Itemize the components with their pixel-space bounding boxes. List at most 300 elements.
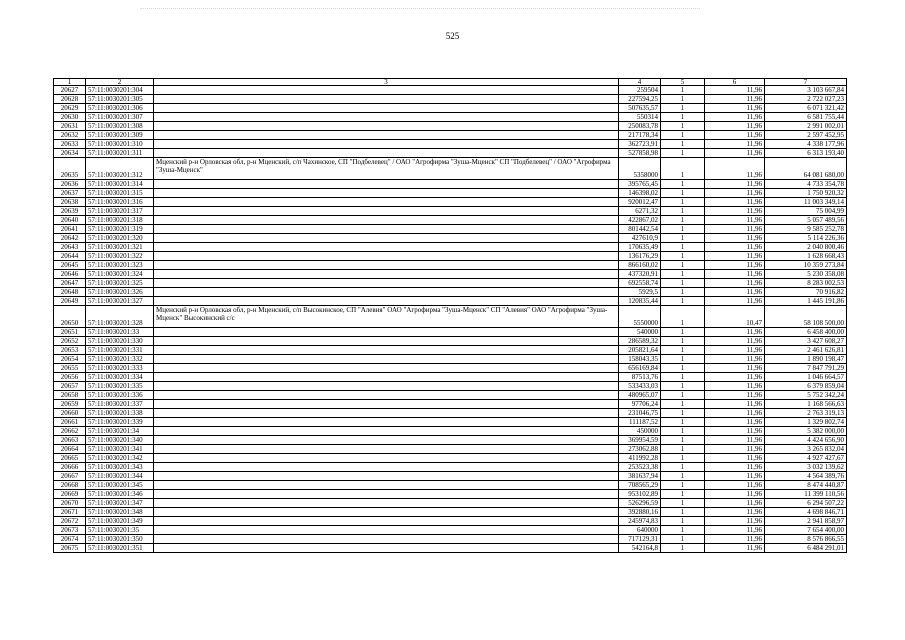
cell-v4: 273062,88 (619, 445, 661, 454)
cell-n: 20675 (54, 544, 86, 553)
cell-code: 57:11:0030201:325 (86, 279, 154, 288)
cell-v4: 953102,89 (619, 490, 661, 499)
cell-v7: 1 890 198,47 (765, 355, 847, 364)
cell-v6: 11,96 (705, 535, 765, 544)
cell-n: 20635 (54, 158, 86, 180)
cell-code: 57:11:0030201:342 (86, 454, 154, 463)
cell-v5: 1 (661, 198, 705, 207)
cell-v7: 6 484 291,01 (765, 544, 847, 553)
cell-v6: 11,96 (705, 418, 765, 427)
cell-desc (154, 243, 619, 252)
cell-desc (154, 526, 619, 535)
cell-v6: 11,96 (705, 149, 765, 158)
cell-v6: 11,96 (705, 364, 765, 373)
table-row (54, 234, 847, 243)
cell-v4: 450000 (619, 427, 661, 436)
table-row (54, 306, 847, 328)
cell-v4: 158043,35 (619, 355, 661, 364)
cell-code: 57:11:0030201:345 (86, 481, 154, 490)
cell-n: 20642 (54, 234, 86, 243)
header-cell: 4 (619, 79, 661, 86)
cell-v6: 11,96 (705, 122, 765, 131)
cell-n: 20660 (54, 409, 86, 418)
table-row (54, 454, 847, 463)
cell-v7: 4 927 427,67 (765, 454, 847, 463)
cell-n: 20650 (54, 306, 86, 328)
cell-desc (154, 436, 619, 445)
cell-desc (154, 382, 619, 391)
cell-desc (154, 140, 619, 149)
table-row (54, 346, 847, 355)
table-row (54, 140, 847, 149)
cell-v4: 205821,64 (619, 346, 661, 355)
cell-code: 57:11:0030201:326 (86, 288, 154, 297)
cell-v7: 64 081 680,00 (765, 158, 847, 180)
cell-n: 20666 (54, 463, 86, 472)
cell-v5: 1 (661, 261, 705, 270)
header-cell: 3 (154, 79, 619, 86)
cell-v7: 4 733 354,78 (765, 180, 847, 189)
cell-code: 57:11:0030201:334 (86, 373, 154, 382)
table-row (54, 427, 847, 436)
cell-n: 20669 (54, 490, 86, 499)
cell-code: 57:11:0030201:309 (86, 131, 154, 140)
cell-code: 57:11:0030201:35 (86, 526, 154, 535)
cell-v5: 1 (661, 252, 705, 261)
cell-v4: 362723,91 (619, 140, 661, 149)
table-row (54, 225, 847, 234)
cell-n: 20637 (54, 189, 86, 198)
cell-code: 57:11:0030201:307 (86, 113, 154, 122)
cell-desc (154, 373, 619, 382)
cell-v5: 1 (661, 535, 705, 544)
cell-v5: 1 (661, 508, 705, 517)
cell-code: 57:11:0030201:327 (86, 297, 154, 306)
cell-n: 20631 (54, 122, 86, 131)
cell-v4: 540000 (619, 328, 661, 337)
cell-desc (154, 472, 619, 481)
cell-v4: 507635,57 (619, 104, 661, 113)
cell-desc (154, 409, 619, 418)
cell-code: 57:11:0030201:320 (86, 234, 154, 243)
cell-n: 20674 (54, 535, 86, 544)
cell-code: 57:11:0030201:306 (86, 104, 154, 113)
cell-code: 57:11:0030201:350 (86, 535, 154, 544)
cell-v5: 1 (661, 207, 705, 216)
cell-v7: 9 585 252,78 (765, 225, 847, 234)
cell-desc (154, 544, 619, 553)
cell-code: 57:11:0030201:341 (86, 445, 154, 454)
cell-desc (154, 418, 619, 427)
cell-desc (154, 364, 619, 373)
cell-v4: 286589,32 (619, 337, 661, 346)
table-row (54, 328, 847, 337)
cell-v7: 6 379 859,04 (765, 382, 847, 391)
cell-desc (154, 517, 619, 526)
cell-v7: 8 576 866,55 (765, 535, 847, 544)
cell-n: 20632 (54, 131, 86, 140)
cell-v4: 392880,16 (619, 508, 661, 517)
cell-v6: 11,96 (705, 104, 765, 113)
cell-v5: 1 (661, 463, 705, 472)
cell-v7: 75 004,99 (765, 207, 847, 216)
cell-v7: 2 722 027,23 (765, 95, 847, 104)
cell-desc (154, 131, 619, 140)
cell-n: 20647 (54, 279, 86, 288)
table-row (54, 508, 847, 517)
cell-desc (154, 198, 619, 207)
cell-desc (154, 252, 619, 261)
cell-code: 57:11:0030201:349 (86, 517, 154, 526)
table-row (54, 180, 847, 189)
cell-n: 20653 (54, 346, 86, 355)
cell-n: 20639 (54, 207, 86, 216)
cell-v5: 1 (661, 86, 705, 95)
table-row (54, 158, 847, 180)
cell-v6: 11,96 (705, 189, 765, 198)
cell-v4: 542164,8 (619, 544, 661, 553)
cell-n: 20668 (54, 481, 86, 490)
cell-code: 57:11:0030201:331 (86, 346, 154, 355)
table-row (54, 104, 847, 113)
cell-v6: 11,96 (705, 95, 765, 104)
table-row (54, 243, 847, 252)
cell-code: 57:11:0030201:347 (86, 499, 154, 508)
cell-v6: 11,96 (705, 346, 765, 355)
cell-code: 57:11:0030201:338 (86, 409, 154, 418)
cell-desc (154, 149, 619, 158)
cell-desc (154, 216, 619, 225)
cell-v7: 1 168 566,63 (765, 400, 847, 409)
cell-v6: 11,96 (705, 279, 765, 288)
cell-v6: 11,96 (705, 131, 765, 140)
table-row (54, 122, 847, 131)
cell-v6: 11,96 (705, 400, 765, 409)
cell-v5: 1 (661, 481, 705, 490)
cell-v6: 11,96 (705, 508, 765, 517)
cell-v6: 11,96 (705, 140, 765, 149)
cell-v5: 1 (661, 216, 705, 225)
cell-desc (154, 122, 619, 131)
cell-v6: 11,96 (705, 86, 765, 95)
table-row (54, 207, 847, 216)
cell-n: 20630 (54, 113, 86, 122)
cell-n: 20629 (54, 104, 86, 113)
cell-desc (154, 86, 619, 95)
cell-v6: 11,96 (705, 270, 765, 279)
cell-v7: 4 564 389,76 (765, 472, 847, 481)
cell-code: 57:11:0030201:305 (86, 95, 154, 104)
cell-v7: 2 941 858,97 (765, 517, 847, 526)
cell-n: 20633 (54, 140, 86, 149)
cell-desc (154, 104, 619, 113)
cell-v7: 10 359 273,84 (765, 261, 847, 270)
cell-n: 20652 (54, 337, 86, 346)
cell-v5: 1 (661, 270, 705, 279)
cell-code: 57:11:0030201:310 (86, 140, 154, 149)
cell-v5: 1 (661, 346, 705, 355)
cell-v4: 526296,59 (619, 499, 661, 508)
cell-code: 57:11:0030201:314 (86, 180, 154, 189)
cell-n: 20646 (54, 270, 86, 279)
cell-desc (154, 427, 619, 436)
cell-v6: 11,96 (705, 454, 765, 463)
cell-v4: 411992,28 (619, 454, 661, 463)
cell-v7: 4 698 846,71 (765, 508, 847, 517)
cell-v4: 111187,52 (619, 418, 661, 427)
cell-v6: 11,96 (705, 337, 765, 346)
table-row (54, 270, 847, 279)
header-cell: 6 (705, 79, 765, 86)
cell-v5: 1 (661, 95, 705, 104)
table-row (54, 364, 847, 373)
cell-v5: 1 (661, 279, 705, 288)
table-row (54, 409, 847, 418)
cell-v7: 70 916,82 (765, 288, 847, 297)
cell-code: 57:11:0030201:315 (86, 189, 154, 198)
cell-v6: 11,96 (705, 207, 765, 216)
cell-v6: 11,96 (705, 216, 765, 225)
cell-v4: 422867,02 (619, 216, 661, 225)
cell-v4: 656169,84 (619, 364, 661, 373)
cell-v7: 5 057 489,56 (765, 216, 847, 225)
cell-v4: 692558,74 (619, 279, 661, 288)
cell-v5: 1 (661, 544, 705, 553)
cell-n: 20649 (54, 297, 86, 306)
cell-code: 57:11:0030201:333 (86, 364, 154, 373)
cell-desc (154, 297, 619, 306)
cell-v6: 11,96 (705, 463, 765, 472)
cell-n: 20670 (54, 499, 86, 508)
cell-v4: 97706,24 (619, 400, 661, 409)
cell-v6: 11,96 (705, 355, 765, 364)
cell-v6: 11,96 (705, 517, 765, 526)
cell-v5: 1 (661, 297, 705, 306)
cell-desc (154, 400, 619, 409)
cell-v6: 10,47 (705, 306, 765, 328)
table-row (54, 544, 847, 553)
cell-v6: 11,96 (705, 225, 765, 234)
cell-v6: 11,96 (705, 373, 765, 382)
cell-v5: 1 (661, 158, 705, 180)
cell-v4: 5358000 (619, 158, 661, 180)
cell-v6: 11,96 (705, 158, 765, 180)
cell-v7: 2 040 800,46 (765, 243, 847, 252)
cell-n: 20661 (54, 418, 86, 427)
cell-v4: 369954,59 (619, 436, 661, 445)
cell-n: 20663 (54, 436, 86, 445)
cell-n: 20665 (54, 454, 86, 463)
cell-v5: 1 (661, 517, 705, 526)
cell-v6: 11,96 (705, 526, 765, 535)
cell-v7: 6 294 507,22 (765, 499, 847, 508)
cell-n: 20673 (54, 526, 86, 535)
table-row (54, 373, 847, 382)
cell-code: 57:11:0030201:316 (86, 198, 154, 207)
table-row (54, 261, 847, 270)
table-row (54, 418, 847, 427)
header-cell: 2 (86, 79, 154, 86)
cell-v5: 1 (661, 472, 705, 481)
cell-desc (154, 508, 619, 517)
cell-v7: 1 750 920,32 (765, 189, 847, 198)
cell-desc (154, 288, 619, 297)
cell-v4: 227594,25 (619, 95, 661, 104)
cell-n: 20636 (54, 180, 86, 189)
cell-code: 57:11:0030201:336 (86, 391, 154, 400)
cell-v4: 708565,29 (619, 481, 661, 490)
cell-code: 57:11:0030201:308 (86, 122, 154, 131)
cell-code: 57:11:0030201:337 (86, 400, 154, 409)
table-row (54, 279, 847, 288)
cell-v4: 480965,07 (619, 391, 661, 400)
cell-desc (154, 454, 619, 463)
table-row (54, 400, 847, 409)
cell-v6: 11,96 (705, 198, 765, 207)
cell-code: 57:11:0030201:343 (86, 463, 154, 472)
cell-v7: 6 313 193,40 (765, 149, 847, 158)
cell-v7: 58 108 500,00 (765, 306, 847, 328)
cadastral-table (53, 78, 847, 553)
table-header-row (54, 79, 847, 86)
table-row (54, 445, 847, 454)
cell-v7: 5 382 000,00 (765, 427, 847, 436)
table-row (54, 517, 847, 526)
table-row (54, 535, 847, 544)
cell-desc (154, 234, 619, 243)
cell-v6: 11,96 (705, 427, 765, 436)
table-row (54, 481, 847, 490)
cell-n: 20659 (54, 400, 86, 409)
cell-v6: 11,96 (705, 252, 765, 261)
cell-v7: 2 461 626,81 (765, 346, 847, 355)
cell-v7: 8 283 002,53 (765, 279, 847, 288)
cell-n: 20671 (54, 508, 86, 517)
page-number: 525 (445, 31, 460, 41)
cell-n: 20662 (54, 427, 86, 436)
cell-desc (154, 535, 619, 544)
cell-v5: 1 (661, 499, 705, 508)
cell-v4: 920012,47 (619, 198, 661, 207)
cell-v5: 1 (661, 445, 705, 454)
cell-v4: 5929,5 (619, 288, 661, 297)
cell-n: 20634 (54, 149, 86, 158)
cell-v7: 2 763 319,13 (765, 409, 847, 418)
cell-n: 20655 (54, 364, 86, 373)
cell-v7: 6 581 755,44 (765, 113, 847, 122)
cell-desc (154, 481, 619, 490)
cell-v5: 1 (661, 391, 705, 400)
cell-v4: 6271,32 (619, 207, 661, 216)
table-row (54, 337, 847, 346)
table-row (54, 490, 847, 499)
cell-n: 20648 (54, 288, 86, 297)
table-row (54, 113, 847, 122)
cell-v6: 11,96 (705, 436, 765, 445)
scan-artifact (140, 8, 700, 13)
cell-v7: 3 427 608,27 (765, 337, 847, 346)
cell-v4: 533433,03 (619, 382, 661, 391)
cell-n: 20627 (54, 86, 86, 95)
cell-v5: 1 (661, 306, 705, 328)
cell-desc (154, 355, 619, 364)
cell-v5: 1 (661, 382, 705, 391)
table-row (54, 252, 847, 261)
cell-desc (154, 391, 619, 400)
cell-desc (154, 95, 619, 104)
cell-code: 57:11:0030201:323 (86, 261, 154, 270)
cell-n: 20657 (54, 382, 86, 391)
cell-v5: 1 (661, 328, 705, 337)
cell-v5: 1 (661, 490, 705, 499)
cell-n: 20643 (54, 243, 86, 252)
cell-v6: 11,96 (705, 490, 765, 499)
cell-v7: 5 114 226,36 (765, 234, 847, 243)
cell-desc: Мценский р-н Орловская обл, р-н Мценский, с/п Чахинское, СП "Подбелевец" / ОАО "Агрофирма "Зуша-Мценск" СП "Подбелевец" / ОАО "Агрофирма "Зуша-Мценск" (154, 158, 619, 180)
cell-n: 20651 (54, 328, 86, 337)
cell-v6: 11,96 (705, 445, 765, 454)
cell-code: 57:11:0030201:317 (86, 207, 154, 216)
cell-v5: 1 (661, 189, 705, 198)
cell-n: 20641 (54, 225, 86, 234)
cell-n: 20658 (54, 391, 86, 400)
table-row (54, 216, 847, 225)
cell-desc (154, 207, 619, 216)
cell-v7: 11 003 349,14 (765, 198, 847, 207)
cell-v6: 11,96 (705, 544, 765, 553)
cell-desc (154, 270, 619, 279)
cell-v4: 550314 (619, 113, 661, 122)
cell-code: 57:11:0030201:311 (86, 149, 154, 158)
cell-v6: 11,96 (705, 328, 765, 337)
cell-v4: 866160,02 (619, 261, 661, 270)
table-row (54, 95, 847, 104)
cell-v5: 1 (661, 288, 705, 297)
cell-v6: 11,96 (705, 382, 765, 391)
cell-v4: 136176,29 (619, 252, 661, 261)
cell-v7: 7 654 400,00 (765, 526, 847, 535)
cell-v7: 4 338 177,96 (765, 140, 847, 149)
cell-v4: 259504 (619, 86, 661, 95)
table-row (54, 189, 847, 198)
cell-code: 57:11:0030201:348 (86, 508, 154, 517)
cell-code: 57:11:0030201:321 (86, 243, 154, 252)
table-row (54, 526, 847, 535)
table-row (54, 499, 847, 508)
cell-v4: 245974,83 (619, 517, 661, 526)
cell-code: 57:11:0030201:339 (86, 418, 154, 427)
cell-v7: 2 597 452,95 (765, 131, 847, 140)
cell-v4: 437320,91 (619, 270, 661, 279)
cell-code: 57:11:0030201:319 (86, 225, 154, 234)
cell-v4: 120835,44 (619, 297, 661, 306)
cell-v5: 1 (661, 427, 705, 436)
cell-v7: 1 628 668,43 (765, 252, 847, 261)
cell-v7: 6 458 400,00 (765, 328, 847, 337)
cell-desc (154, 261, 619, 270)
cell-code: 57:11:0030201:351 (86, 544, 154, 553)
table-row (54, 382, 847, 391)
cell-v5: 1 (661, 113, 705, 122)
cell-n: 20638 (54, 198, 86, 207)
cell-v7: 8 474 440,87 (765, 481, 847, 490)
cell-code: 57:11:0030201:318 (86, 216, 154, 225)
cell-v7: 1 329 802,74 (765, 418, 847, 427)
cell-v7: 1 046 664,57 (765, 373, 847, 382)
cell-v5: 1 (661, 140, 705, 149)
cell-v6: 11,96 (705, 472, 765, 481)
cell-code: 57:11:0030201:312 (86, 158, 154, 180)
